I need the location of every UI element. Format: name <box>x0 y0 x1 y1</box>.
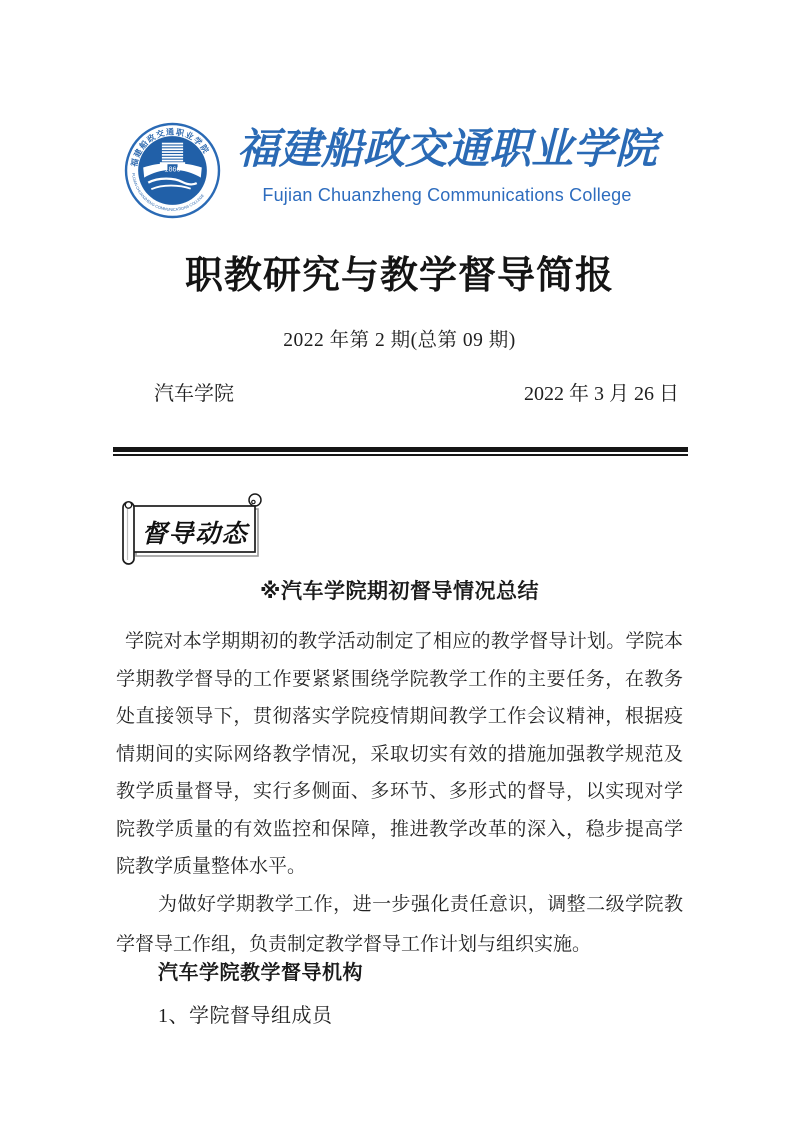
seal-year: 1866 <box>164 164 181 174</box>
article-paragraph-2: 为做好学期教学工作，进一步强化责任意识，调整二级学院教学督导工作组，负责制定教学督导工作计划与组织实施。 <box>116 894 683 955</box>
seal-ring-bottom-text: FUJIAN CHUANZHENG COMMUNICATIONS COLLEGE <box>131 172 206 212</box>
article-subheading: 汽车学院教学督导机构 <box>158 962 363 984</box>
list-item-1: 1、学院督导组成员 <box>158 1005 333 1027</box>
issuer-name: 汽车学院 <box>154 383 234 405</box>
school-name-block <box>237 118 657 207</box>
issue-line: 2022 年第 2 期(总第 09 期) <box>283 330 516 351</box>
article-heading: ※汽车学院期初督导情况总结 <box>260 580 539 603</box>
header-divider <box>113 447 688 456</box>
school-logo <box>124 118 657 219</box>
issue-date: 2022 年 3 月 26 日 <box>524 383 679 405</box>
school-seal-icon <box>124 122 221 219</box>
issue-info-row <box>116 377 683 406</box>
school-name-english: Fujian Chuanzheng Communications College <box>262 185 632 205</box>
seal-ring-top-text: 福建船政交通职业学院 <box>129 127 211 168</box>
school-name-calligraphy: 福建船政交通职业学院 <box>237 127 658 173</box>
section-banner <box>121 492 266 572</box>
article-paragraph-1: 学院对本学期期初的教学活动制定了相应的教学督导计划。学院本学期教学督导的工作要紧紧围绕学院教学工作的主要任务，在教务处直接领导下，贯彻落实学院疫情期间教学工作会议精神，根据疫情期间的实际网络教学情况，采取切实有效的措施加强教学规范及教学质量督导，实行多侧面、多环节、多形式的督导，以实现对学院教学质量的有效监控和保障，推进教学改革的深入，稳步提高学院教学质量整体水平。 <box>116 631 683 877</box>
banner-label: 督导动态 <box>142 521 249 548</box>
doc-title: 职教研究与教学督导简报 <box>184 255 614 297</box>
